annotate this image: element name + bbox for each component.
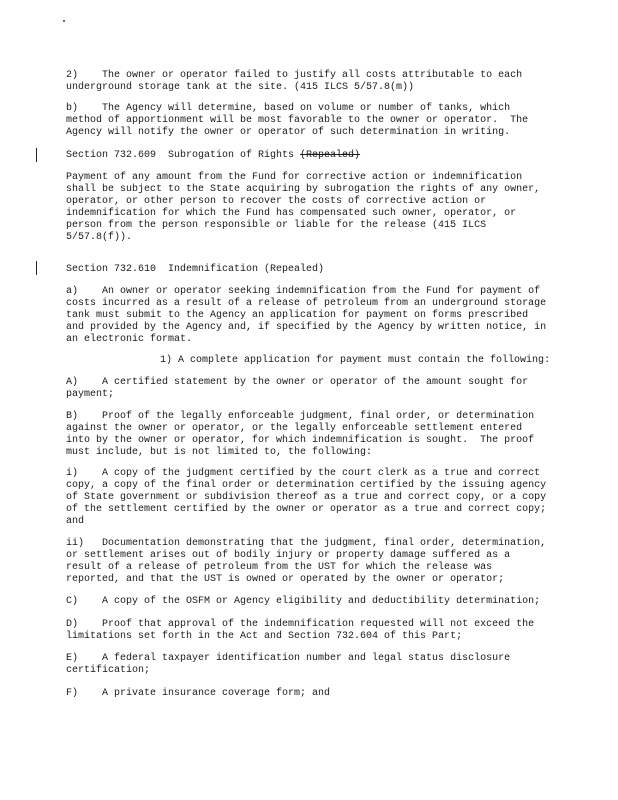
- item-E-line-2: certification;: [66, 665, 151, 676]
- item-A-line-1: A) A certified statement by the owner or operator of the amount sought for: [66, 377, 529, 388]
- item-B-line-3: into by the owner or operator, for which indemnification is sought. The proof: [66, 435, 535, 446]
- change-bar: [36, 261, 37, 275]
- repealed-struck-text: (Repealed): [300, 150, 361, 161]
- item-ii-line-2: or settlement arises out of bodily injury or property damage suffered as a: [66, 550, 511, 561]
- subrogation-line-2: shall be subject to the State acquiring by subrogation the rights of any owner,: [66, 184, 541, 195]
- item-C-line: C) A copy of the OSFM or Agency eligibility and deductibility determination;: [66, 596, 541, 607]
- item-2-line-1: 2) The owner or operator failed to justify all costs attributable to each: [66, 70, 523, 81]
- item-b-line-2: method of apportionment will be most favorable to the owner or operator. The: [66, 115, 529, 126]
- scan-speck: [63, 20, 65, 22]
- section-732-609-heading: [66, 150, 360, 162]
- item-i-line-3: of State government or subdivision thereof as a true and correct copy, or a copy: [66, 492, 547, 503]
- subrogation-line-5: person from the person responsible or liable for the release (415 ILCS: [66, 220, 487, 231]
- item-ii-line-3: result of a release of petroleum from the UST for which the release was: [66, 562, 493, 573]
- subrogation-line-1: Payment of any amount from the Fund for corrective action or indemnification: [66, 172, 523, 183]
- item-i-line-2: copy, a copy of the final order or determination certified by the issuing agency: [66, 480, 547, 491]
- item-a-line-4: and provided by the Agency and, if specified by the Agency by written notice, in: [66, 322, 547, 333]
- item-D-line-2: limitations set forth in the Act and Section 732.604 of this Part;: [66, 631, 463, 642]
- item-2-line-2: underground storage tank at the site. (415 ILCS 5/57.8(m)): [66, 82, 415, 93]
- item-i-line-1: i) A copy of the judgment certified by the court clerk as a true and correct: [66, 468, 541, 479]
- item-ii-line-4: reported, and that the UST is owned or operated by the owner or operator;: [66, 574, 505, 585]
- item-i-line-5: and: [66, 516, 85, 527]
- item-a-line-3: tank must submit to the Agency an application for payment on forms prescribed: [66, 310, 529, 321]
- item-a-line-2: costs incurred as a result of a release of petroleum from an underground storage: [66, 298, 547, 309]
- subrogation-line-4: indemnification for which the Fund has compensated such owner, operator, or: [66, 208, 517, 219]
- item-i-line-4: of the settlement certified by the owner or operator as a true and correct copy;: [66, 504, 547, 515]
- item-E-line-1: E) A federal taxpayer identification number and legal status disclosure: [66, 653, 511, 664]
- subrogation-line-6: 5/57.8(f)).: [66, 232, 133, 243]
- item-a-line-5: an electronic format.: [66, 334, 193, 345]
- item-b-line-3: Agency will notify the owner or operator of such determination in writing.: [66, 127, 511, 138]
- item-ii-line-1: ii) Documentation demonstrating that the judgment, final order, determination,: [66, 538, 547, 549]
- item-D-line-1: D) Proof that approval of the indemnification requested will not exceed the: [66, 619, 535, 630]
- section-732-610-heading: Section 732.610 Indemnification (Repealed): [66, 264, 325, 275]
- section-heading-text: Section 732.609 Subrogation of Rights: [66, 150, 301, 161]
- item-a-line-1: a) An owner or operator seeking indemnification from the Fund for payment of: [66, 286, 541, 297]
- item-B-line-2: against the owner or operator, or the legally enforceable settlement entered: [66, 423, 523, 434]
- item-F-line: F) A private insurance coverage form; and: [66, 688, 331, 699]
- item-b-line-1: b) The Agency will determine, based on volume or number of tanks, which: [66, 103, 511, 114]
- item-B-line-4: must include, but is not limited to, the following:: [66, 447, 373, 458]
- item-A-line-2: payment;: [66, 389, 115, 400]
- change-bar: [36, 148, 37, 162]
- item-1-line: 1) A complete application for payment must contain the following:: [160, 355, 551, 366]
- subrogation-line-3: operator, or other person to recover the costs of corrective action or: [66, 196, 487, 207]
- item-B-line-1: B) Proof of the legally enforceable judgment, final order, or determination: [66, 411, 535, 422]
